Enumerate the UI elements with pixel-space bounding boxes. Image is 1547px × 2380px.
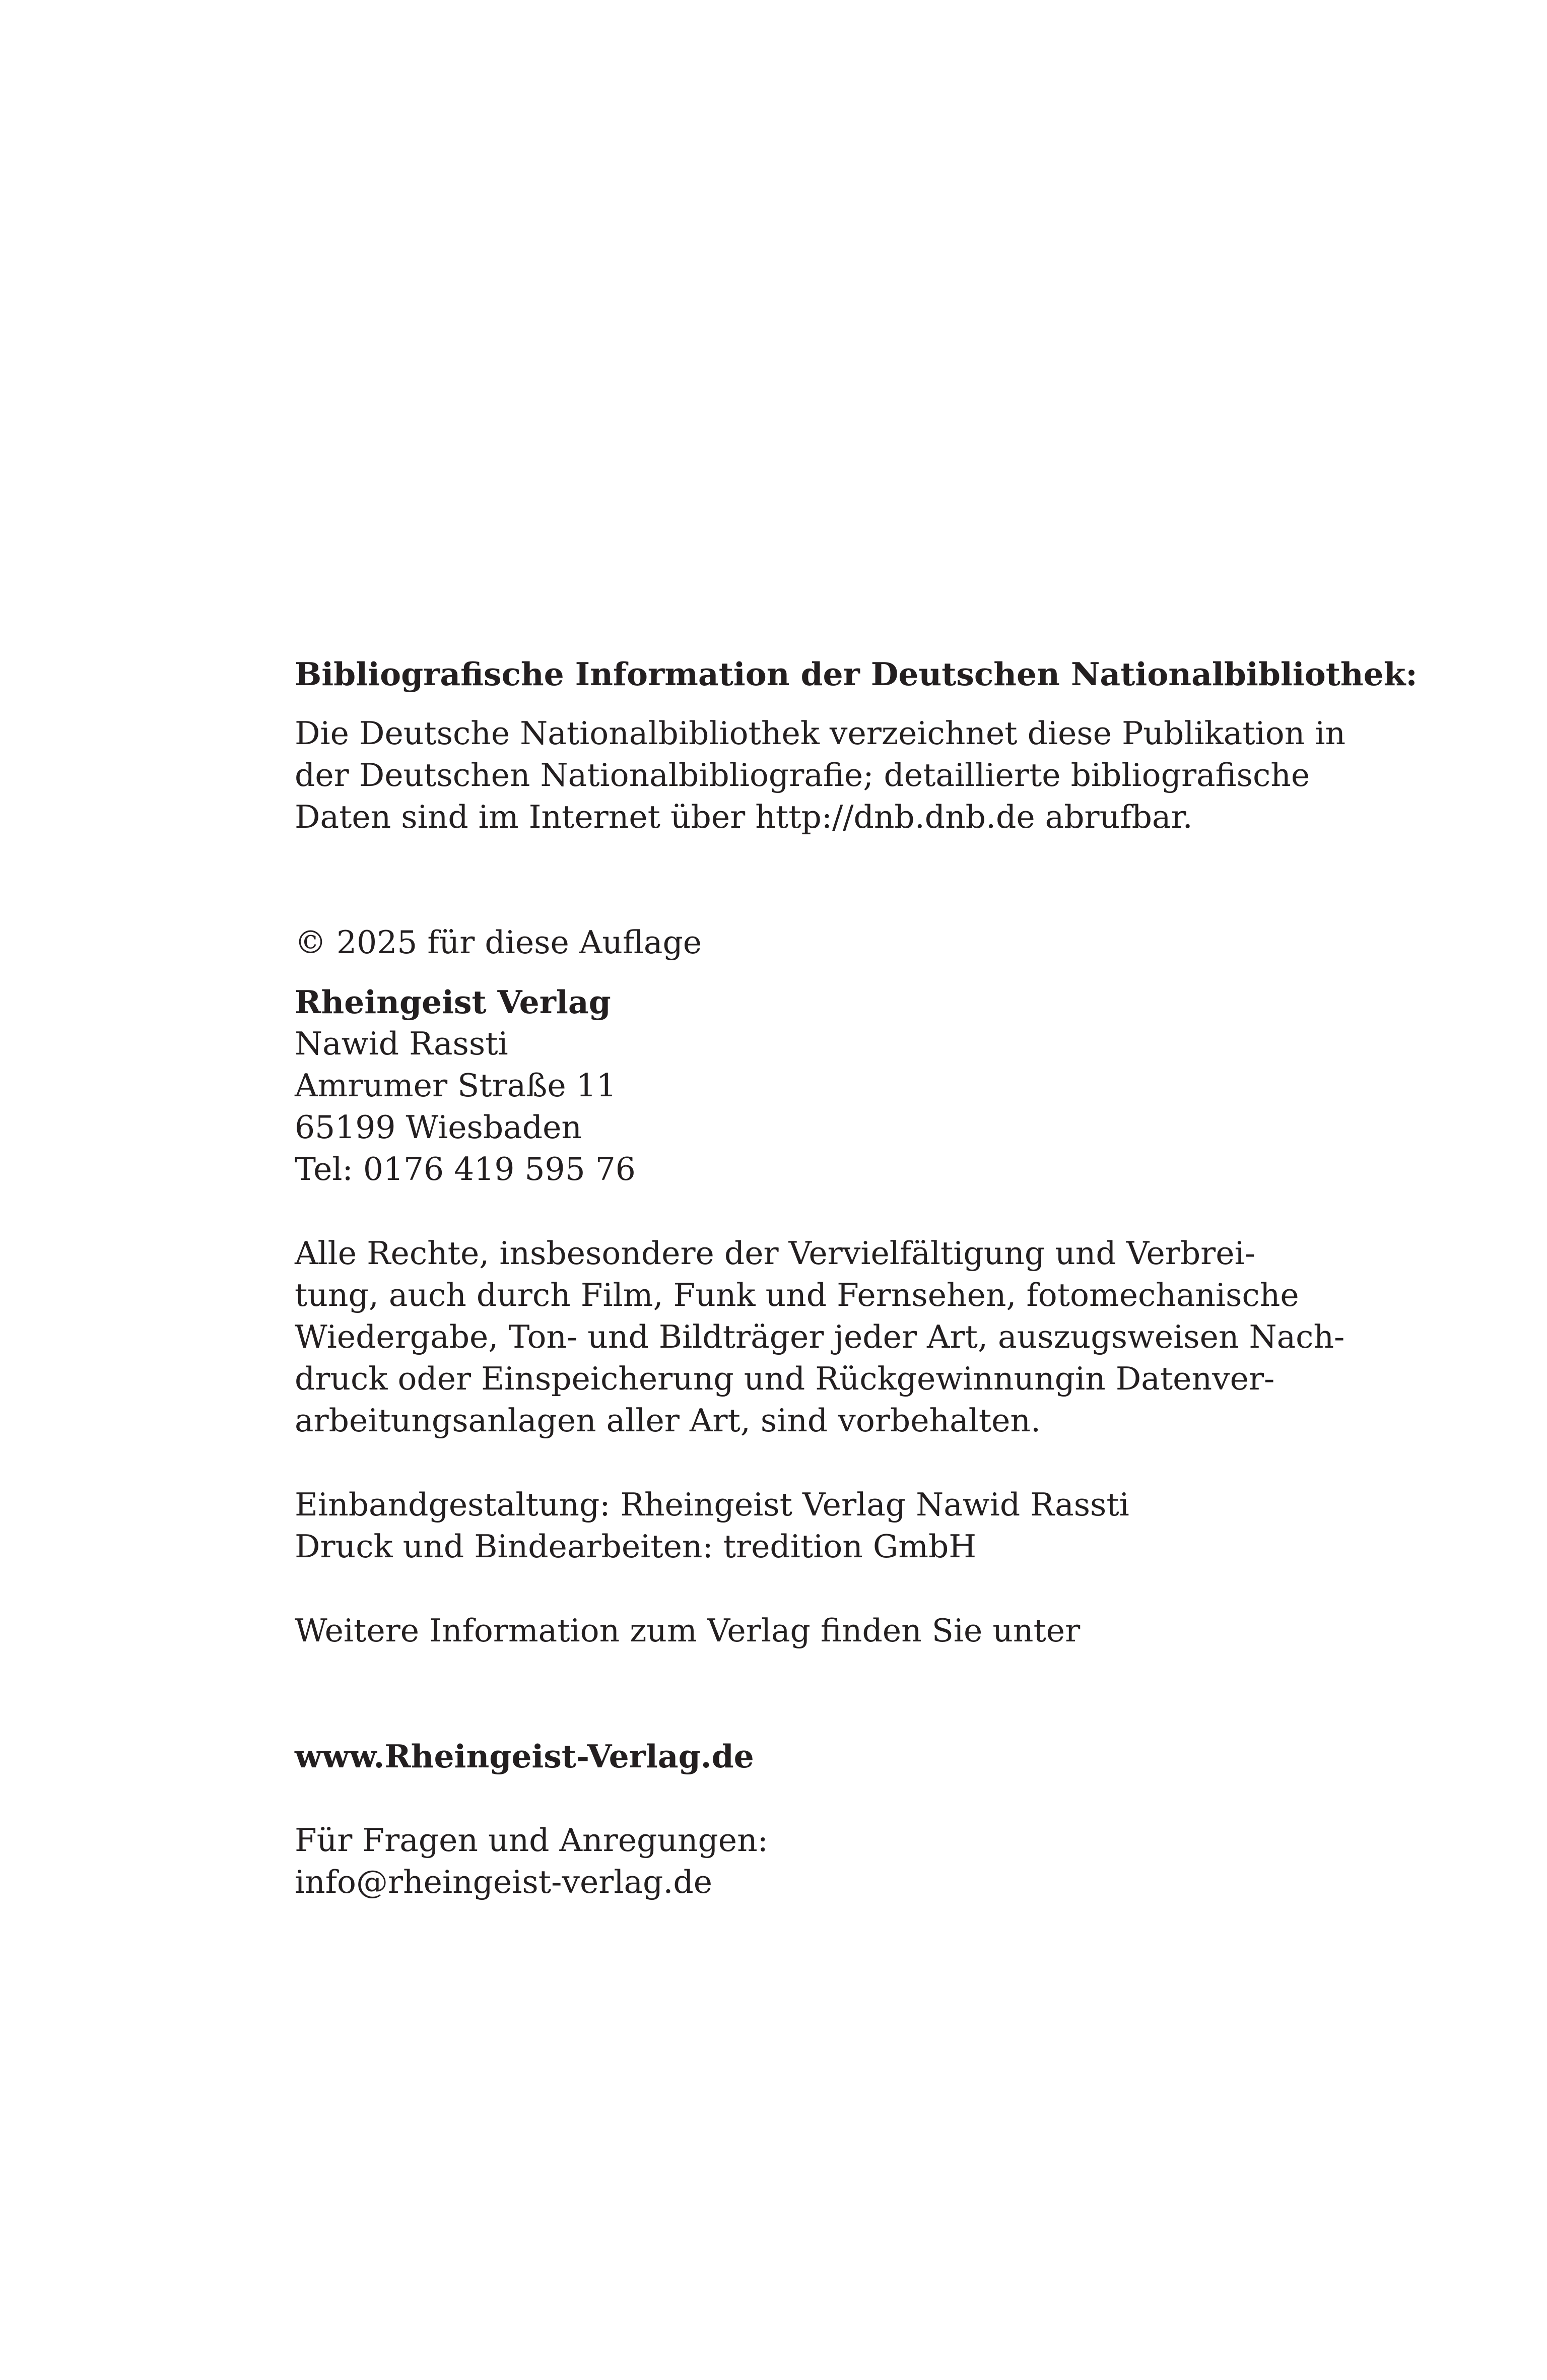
rights-line-2: tung, auch durch Film, Funk und Fernsehen, fotomechanische — [295, 1277, 1299, 1313]
copyright-line: © 2025 für diese Auflage — [295, 924, 702, 961]
bibliographic-line-2: der Deutschen Nationalbibliografie; detaillierte bibliografische — [295, 757, 1310, 794]
rights-line-4: druck oder Einspeicherung und Rückgewinnungin Datenver- — [295, 1360, 1275, 1397]
contact-email[interactable]: info@rheingeist-verlag.de — [295, 1864, 713, 1900]
website-link[interactable]: www.Rheingeist-Verlag.de — [295, 1738, 754, 1775]
rights-line-1: Alle Rechte, insbesondere der Vervielfältigung und Verbrei- — [295, 1235, 1256, 1272]
more-info-text: Weitere Information zum Verlag finden Sie unter — [295, 1612, 1081, 1649]
publisher-city: 65199 Wiesbaden — [295, 1109, 582, 1146]
publisher-street: Amrumer Straße 11 — [295, 1067, 617, 1104]
cover-design-credit: Einbandgestaltung: Rheingeist Verlag Nawid Rassti — [295, 1486, 1129, 1523]
publisher-name: Rheingeist Verlag — [295, 983, 611, 1021]
contact-label: Für Fragen und Anregungen: — [295, 1822, 768, 1859]
publisher-owner: Nawid Rassti — [295, 1025, 508, 1062]
bibliographic-line-1: Die Deutsche Nationalbibliothek verzeichnet diese Publikation in — [295, 715, 1346, 752]
rights-line-3: Wiedergabe, Ton- und Bildträger jeder Art, auszugsweisen Nach- — [295, 1318, 1345, 1355]
bibliographic-heading: Bibliografische Information der Deutschen Nationalbibliothek: — [295, 655, 1418, 693]
publisher-phone: Tel: 0176 419 595 76 — [295, 1151, 636, 1187]
print-credit: Druck und Bindearbeiten: tredition GmbH — [295, 1528, 977, 1565]
bibliographic-line-3: Daten sind im Internet über http://dnb.dnb.de abrufbar. — [295, 799, 1193, 835]
rights-line-5: arbeitungsanlagen aller Art, sind vorbehalten. — [295, 1402, 1041, 1439]
